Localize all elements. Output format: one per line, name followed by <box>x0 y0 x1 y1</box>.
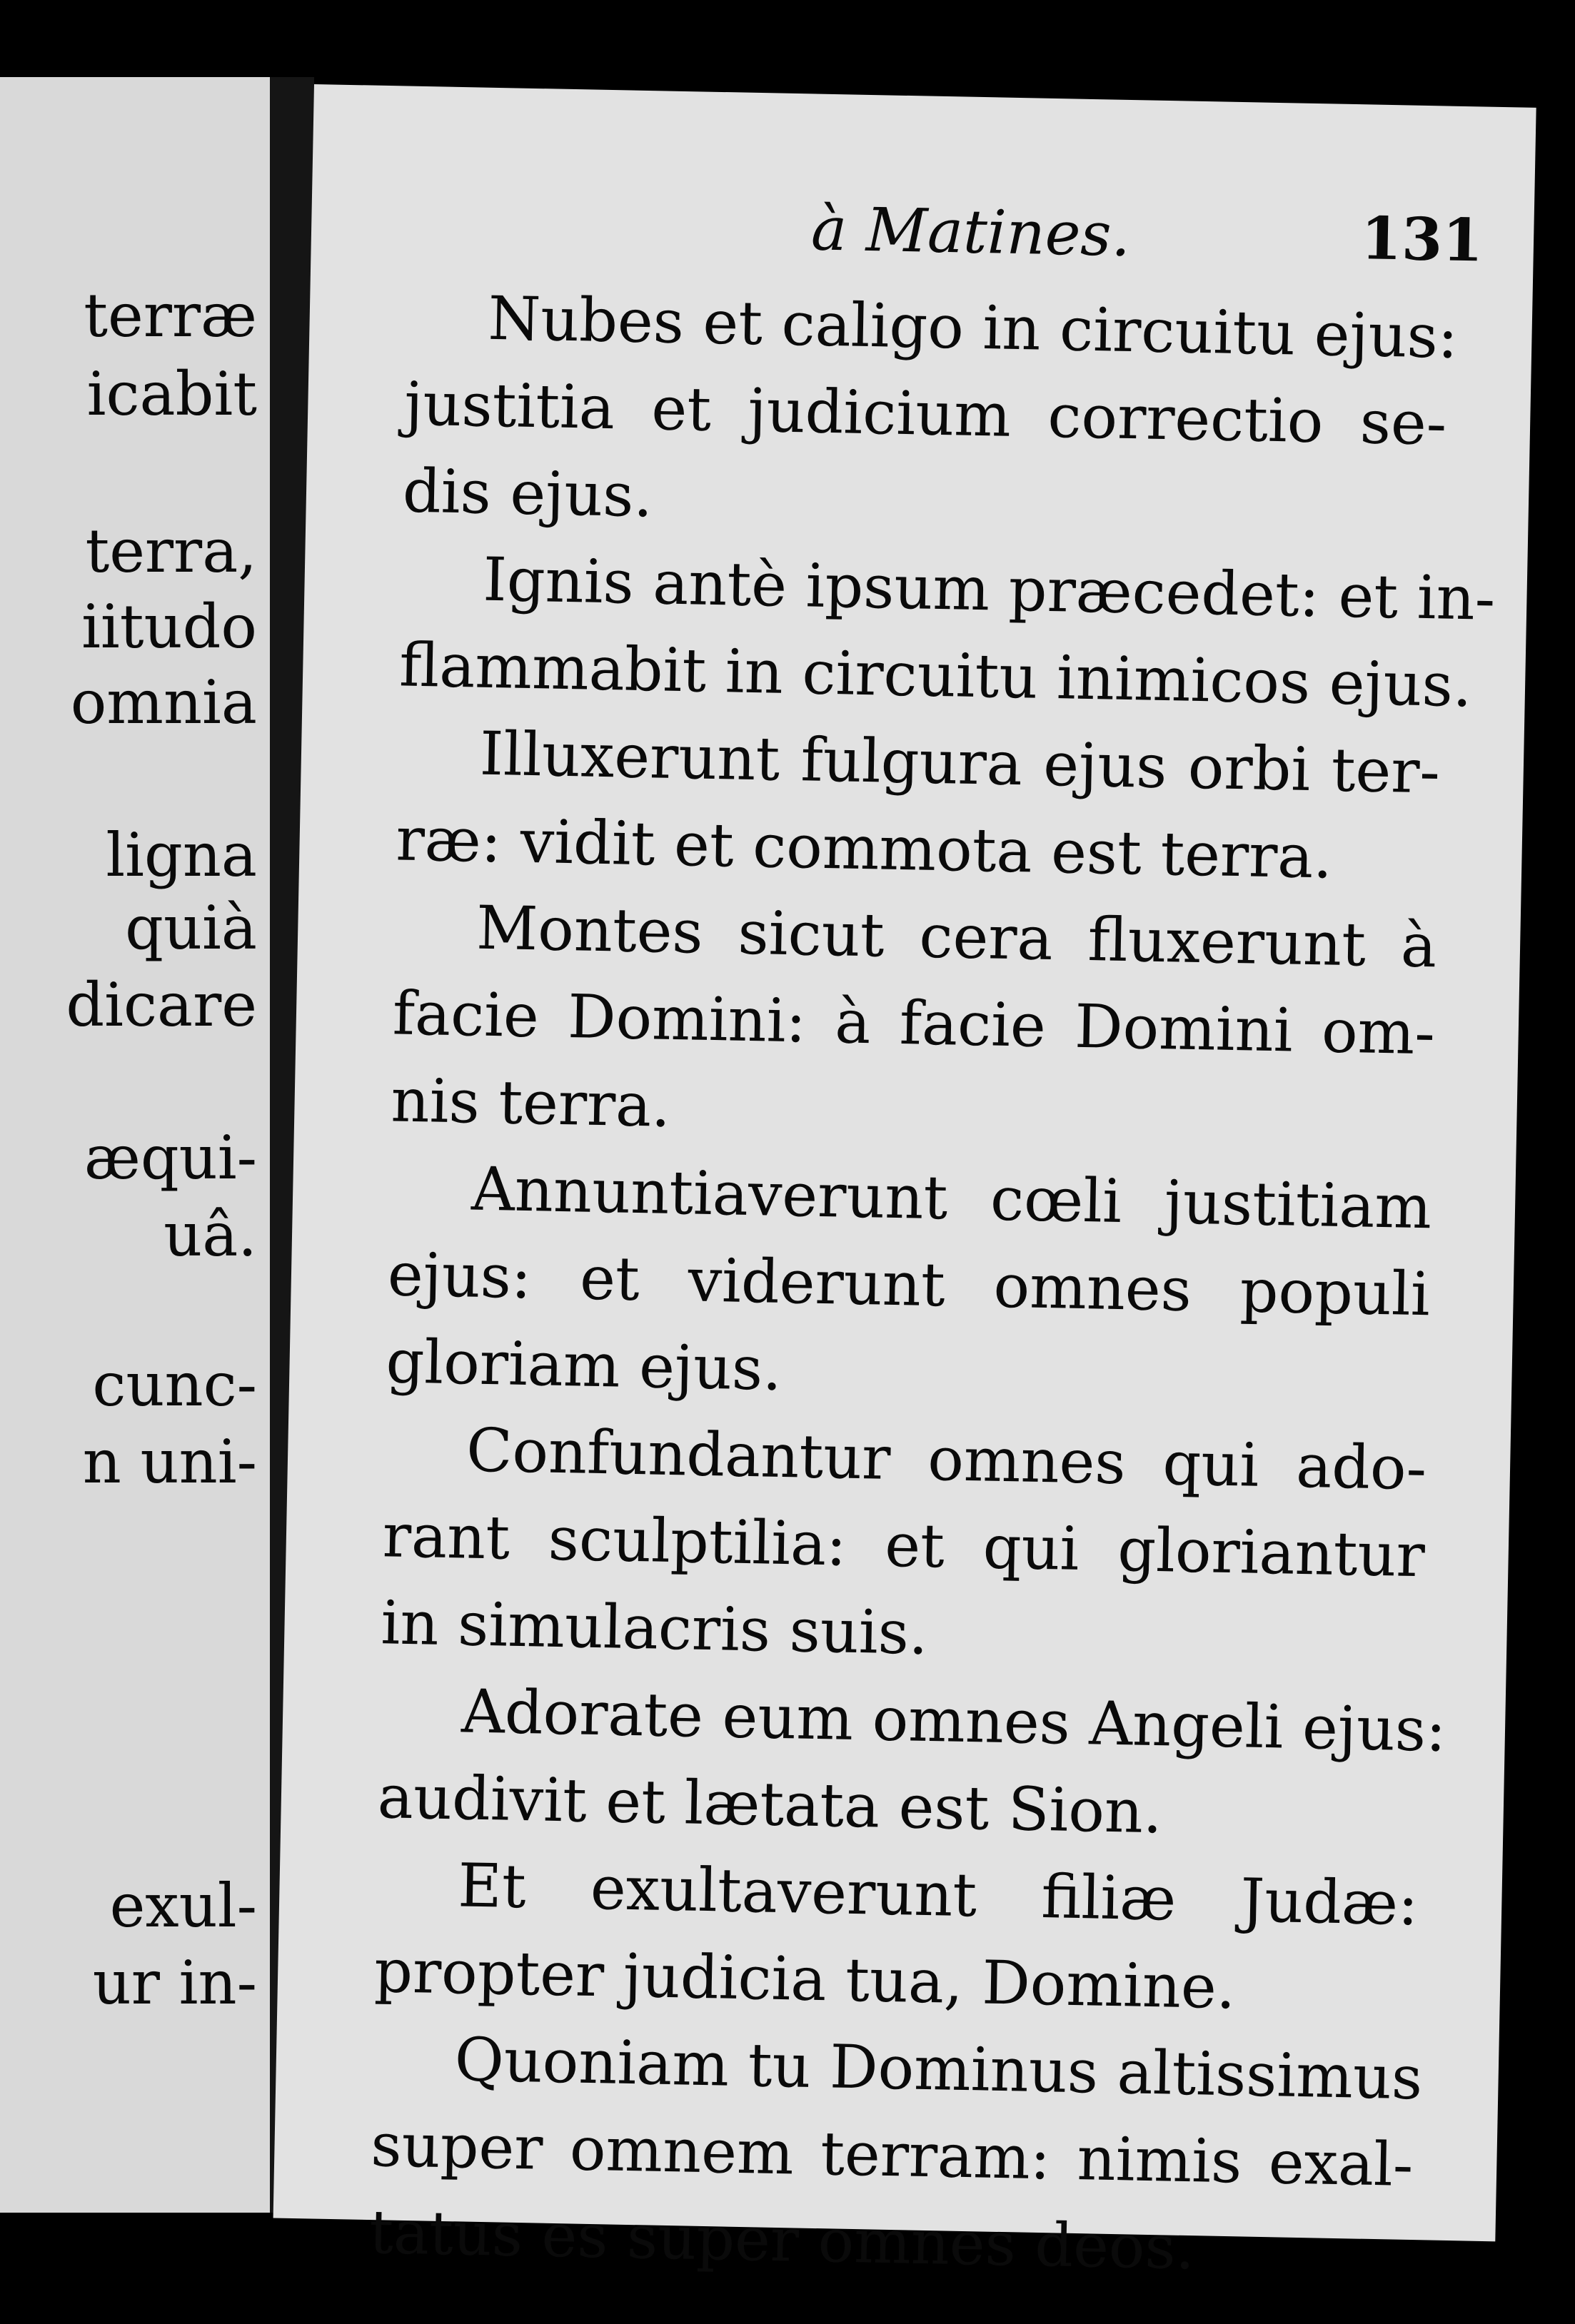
verse-line: Adorate eum omnes Angeli ejus: <box>461 1676 1447 1765</box>
verse <box>373 1840 1419 2034</box>
verse-line: Ignis antè ipsum præcedet: et in- <box>482 544 1496 634</box>
left-page-line: cunc- <box>92 1350 257 1420</box>
running-head-title: à Matines. <box>810 193 1132 270</box>
verse <box>398 534 1496 728</box>
left-page-line: icabit <box>86 359 257 429</box>
verse-line: Illuxerunt fulgura ejus orbi ter- <box>479 718 1441 807</box>
left-page-fragment <box>0 77 270 2213</box>
left-page-line: omnia <box>70 667 257 737</box>
left-page-line: ligna <box>106 820 257 890</box>
verse-line: Confundantur omnes qui ado- <box>466 1415 1427 1504</box>
psalm-text <box>368 273 1496 2296</box>
verse-line: gloriam ejus. <box>385 1326 783 1404</box>
left-page-line: exul- <box>109 1871 257 1941</box>
verse-line: Annuntiaverunt cœli justitiam <box>471 1153 1433 1243</box>
verse-line: in simulacris suis. <box>380 1587 929 1668</box>
left-page-line: uâ. <box>163 1200 257 1270</box>
verse-line: super omnem terram: nimis exal- <box>370 2110 1414 2201</box>
verse-line: nis terra. <box>390 1065 671 1141</box>
verse <box>380 1405 1427 1686</box>
verse <box>368 2014 1424 2295</box>
verse <box>396 708 1441 902</box>
verse-line: ejus: et viderunt omnes populi <box>387 1239 1431 1330</box>
left-page-line: ur in- <box>92 1948 257 2018</box>
verse-line: rant sculptilia: et qui gloriantur <box>382 1500 1426 1591</box>
page-number: 131 <box>1360 204 1484 276</box>
verse <box>377 1666 1447 1860</box>
verse-line: facie Domini: à facie Domini om- <box>392 978 1436 1068</box>
verse-line: flammabit in circuitu inimicos ejus. <box>398 630 1473 721</box>
verse <box>391 882 1438 1163</box>
verse-line: Et exultaverunt filiæ Judæ: <box>457 1850 1419 1939</box>
left-page-line: æqui- <box>84 1123 257 1193</box>
left-page-line: terra, <box>85 516 257 586</box>
verse-line: Montes sicut cera fluxerunt à <box>475 892 1438 981</box>
left-page-line: n uni- <box>82 1427 257 1497</box>
verse-line: audivit et lætata est Sion. <box>377 1762 1163 1847</box>
running-head <box>311 184 1534 286</box>
verse-line: tatus es super omnes deos. <box>368 2197 1196 2283</box>
left-page-line: terræ <box>84 281 257 350</box>
verse <box>402 273 1459 555</box>
verse-line: ræ: vidit et commota est terra. <box>395 804 1333 892</box>
verse <box>385 1143 1432 1425</box>
left-page-line: quià <box>125 893 257 963</box>
right-page <box>273 84 1536 2283</box>
verse-line: dis ejus. <box>402 455 654 531</box>
left-page-line: iitudo <box>81 592 257 662</box>
verse-line: justitia et judicium correctio se- <box>403 368 1448 459</box>
left-page-line: dicare <box>66 970 257 1040</box>
verse-line: propter judicia tua, Domine. <box>373 1936 1237 2023</box>
verse-line: Nubes et caligo in circuitu ejus: <box>487 283 1459 372</box>
verse-line: Quoniam tu Dominus altissimus <box>453 2024 1424 2113</box>
